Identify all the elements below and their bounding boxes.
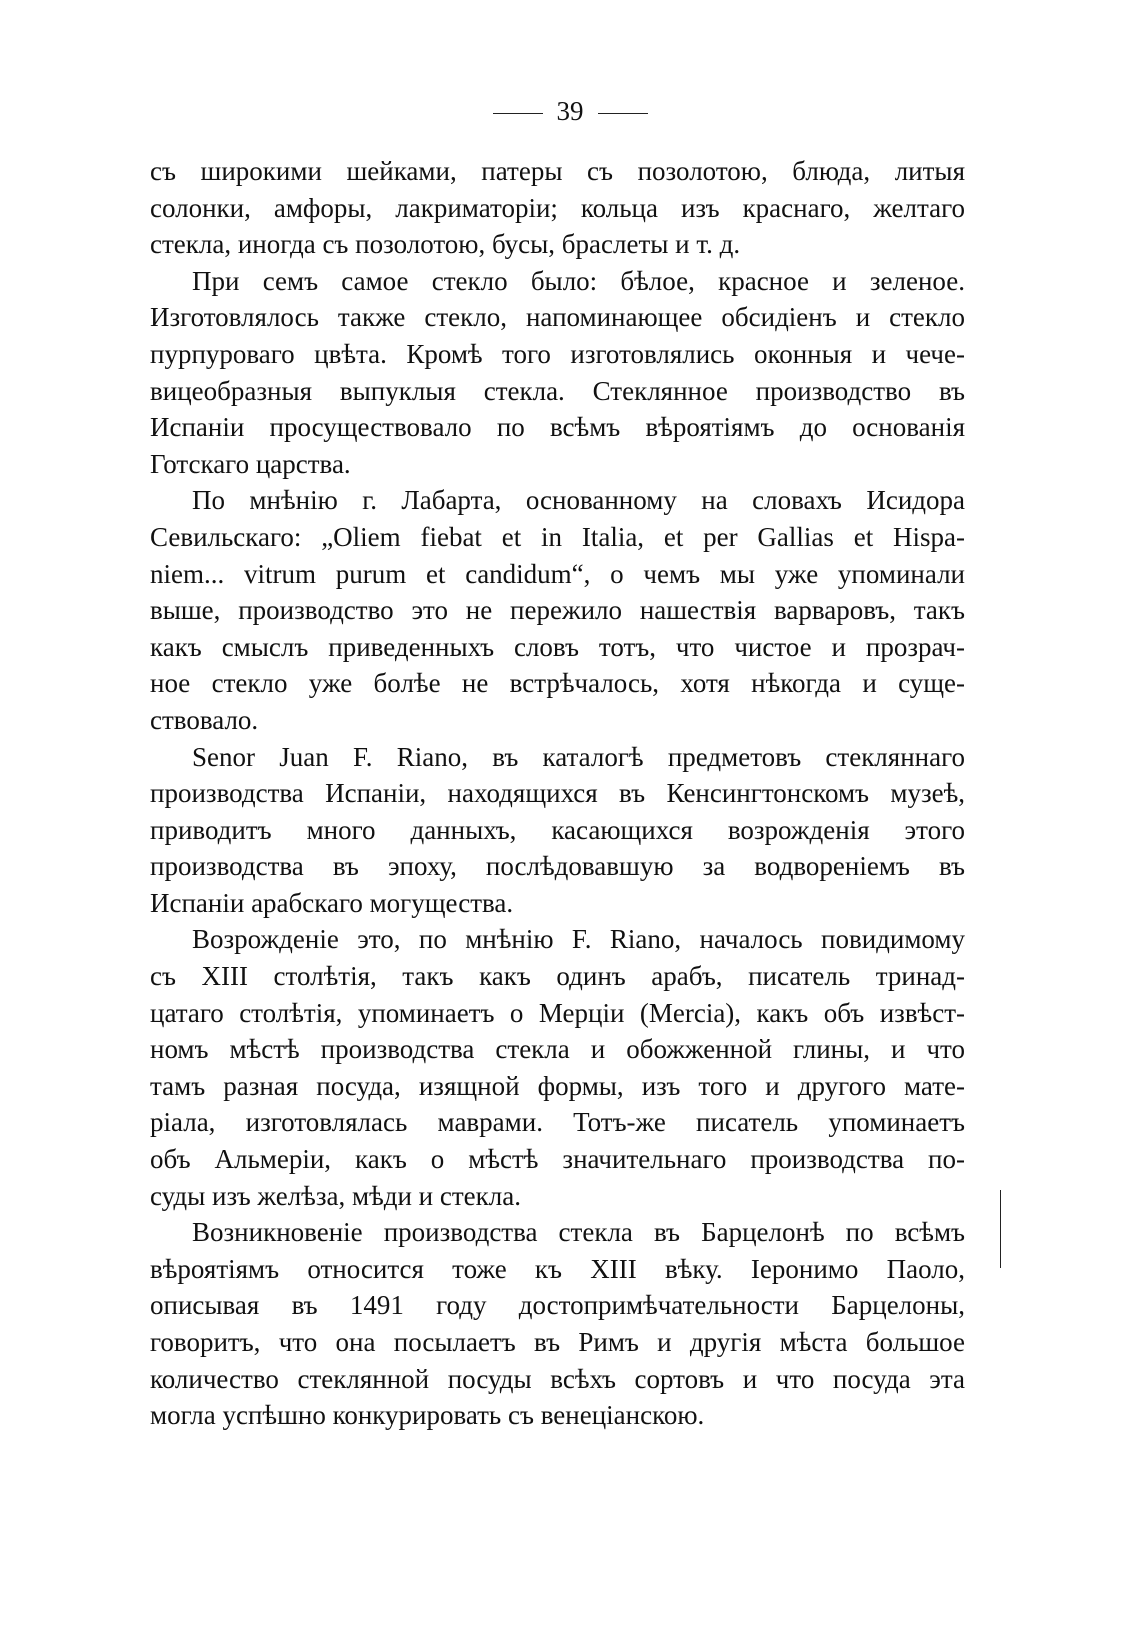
text-line: номъ мѣстѣ производства стекла и обожженной глины, и что bbox=[150, 1034, 965, 1065]
text-line: Готскаго царства. bbox=[150, 448, 351, 479]
text-line: количество стеклянной посуды всѣхъ сортовъ и что посуда эта bbox=[150, 1363, 965, 1394]
text-line: niem... vitrum purum et candidum“, о чемъ мы уже упоминали bbox=[150, 558, 965, 589]
page-number: 39 bbox=[556, 96, 584, 126]
text-line: съ широкими шейками, патеры съ позолотою, блюда, литыя bbox=[150, 156, 965, 186]
text-line: цатаго столѣтія, упоминаетъ о Мерціи (Mercia), какъ объ извѣст- bbox=[150, 997, 965, 1028]
text-line: могла успѣшно конкурировать съ венеціанскою. bbox=[150, 1400, 705, 1431]
text-line: объ Альмеріи, какъ о мѣстѣ значительнаго производства по- bbox=[150, 1144, 965, 1175]
text-line: производства въ эпоху, послѣдовавшую за водвореніемъ въ bbox=[150, 851, 965, 882]
text-line: съ XIII столѣтія, такъ какъ одинъ арабъ, писатель тринад- bbox=[150, 961, 965, 992]
text-line: ное стекло уже болѣе не встрѣчалось, хотя нѣкогда и суще- bbox=[150, 668, 965, 699]
text-line: вицеобразныя выпуклыя стекла. Стеклянное производство въ bbox=[150, 375, 965, 406]
text-line: говоритъ, что она посылаетъ въ Римъ и другія мѣста большое bbox=[150, 1327, 965, 1357]
text-line: солонки, амфоры, лакриматоріи; кольца изъ краснаго, желтаго bbox=[150, 192, 965, 223]
text-line: Севильскаго: „Oliem fiebat et in Italia, et per Gallias et Hispa- bbox=[150, 521, 965, 552]
text-line: Испаніи просуществовало по всѣмъ вѣроятіямъ до основанія bbox=[150, 412, 965, 443]
text-line: какъ смыслъ приведенныхъ словъ тотъ, что чистое и прозрач- bbox=[150, 631, 965, 662]
text-line: пурпуроваго цвѣта. Кромѣ того изготовлялись оконныя и чече- bbox=[150, 338, 965, 369]
text-line: Испаніи арабскаго могущества. bbox=[150, 887, 514, 918]
text-line: вѣроятіямъ относится тоже къ XIII вѣку. Іеронимо Паоло, bbox=[150, 1253, 965, 1284]
text-line: ствовало. bbox=[150, 704, 259, 735]
text-line: стекла, иногда съ позолотою, бусы, браслеты и т. д. bbox=[150, 229, 741, 260]
margin-mark bbox=[994, 1190, 1001, 1268]
text-line: производства Испаніи, находящихся въ Кенсингтонскомъ музеѣ, bbox=[150, 778, 965, 809]
text-line: тамъ разная посуда, изящной формы, изъ того и другого мате- bbox=[150, 1070, 965, 1101]
header-rule-right bbox=[598, 113, 648, 114]
header-rule-left bbox=[493, 113, 543, 114]
text-line: суды изъ желѣза, мѣди и стекла. bbox=[150, 1180, 521, 1211]
text-line: По мнѣнію г. Лабарта, основанному на словахъ Исидора bbox=[192, 485, 965, 516]
text-line: приводитъ много данныхъ, касающихся возрожденія этого bbox=[150, 814, 965, 845]
body-text bbox=[150, 153, 965, 1434]
text-line: Возникновеніе производства стекла въ Барцелонѣ по всѣмъ bbox=[192, 1217, 965, 1248]
page-header bbox=[0, 96, 1140, 127]
text-line: ріала, изготовлялась маврами. Тотъ-же писатель упоминаетъ bbox=[150, 1107, 965, 1138]
text-line: Возрожденіе это, по мнѣнію F. Riano, началось повидимому bbox=[192, 924, 965, 955]
text-line: При семъ самое стекло было: бѣлое, красное и зеленое. bbox=[192, 265, 965, 296]
text-line: Senor Juan F. Riano, въ каталогѣ предметовъ стекляннаго bbox=[192, 741, 965, 772]
text-line: выше, производство это не пережило нашествія варваровъ, такъ bbox=[150, 595, 965, 626]
text-line: Изготовлялось также стекло, напоминающее обсидіенъ и стекло bbox=[150, 302, 965, 333]
text-line: описывая въ 1491 году достопримѣчательности Барцелоны, bbox=[150, 1290, 965, 1321]
